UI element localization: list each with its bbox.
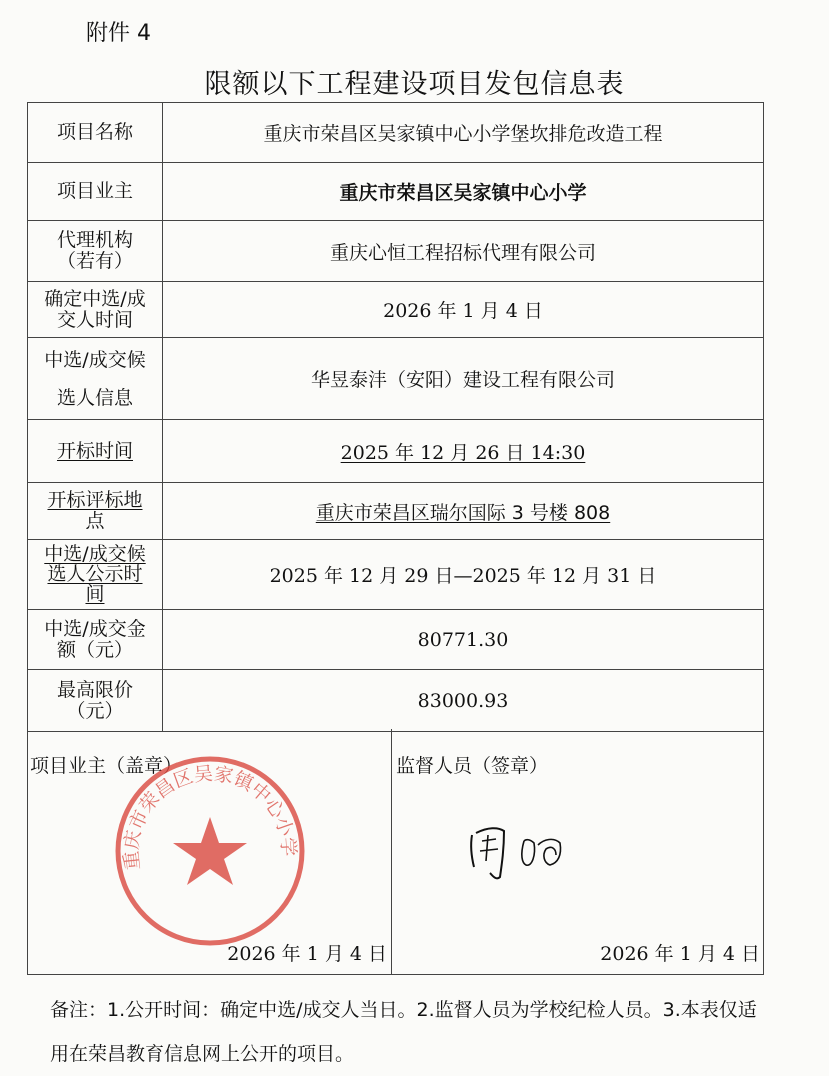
label-agency: 代理机构 （若有）	[28, 221, 163, 282]
value-project-name: 重庆市荣昌区吴家镇中心小学堡坎排危改造工程	[163, 103, 764, 163]
value-bid-location: 重庆市荣昌区瑞尔国际 3 号楼 808	[163, 483, 764, 540]
row-award-amount	[28, 610, 764, 670]
row-project-owner	[28, 163, 764, 221]
row-candidate	[28, 338, 764, 420]
form-title: 限额以下工程建设项目发包信息表	[204, 69, 625, 100]
supervisor-sign-label: 监督人员（签章）	[396, 755, 549, 777]
label-project-owner: 项目业主	[28, 163, 163, 221]
label-bid-location: 开标评标地 点	[28, 483, 163, 540]
label-candidate: 中选/成交候 选人信息	[28, 338, 163, 420]
row-publicity-time	[28, 540, 764, 610]
footnote: 备注：1.公开时间：确定中选/成交人当日。2.监督人员为学校纪检人员。3.本表仅适用在荣昌教育信息网上公开的项目。	[50, 999, 757, 1065]
owner-seal-label: 项目业主（盖章）	[30, 755, 183, 777]
row-agency	[28, 221, 764, 282]
signature-section	[27, 729, 764, 975]
value-candidate: 华昱泰沣（安阳）建设工程有限公司	[163, 338, 764, 420]
label-publicity-time: 中选/成交候 选人公示时 间	[28, 540, 163, 610]
label-award-time: 确定中选/成 交人时间	[28, 282, 163, 338]
supervisor-sign-date: 2026 年 1 月 4 日	[600, 943, 760, 965]
label-bid-open-time: 开标时间	[28, 420, 163, 483]
label-max-price: 最高限价 （元）	[28, 670, 163, 732]
row-award-time	[28, 282, 764, 338]
value-project-owner: 重庆市荣昌区吴家镇中心小学	[163, 163, 764, 221]
label-award-amount: 中选/成交金 额（元）	[28, 610, 163, 670]
label-project-name: 项目名称	[28, 103, 163, 163]
value-publicity-time: 2025 年 12 月 29 日—2025 年 12 月 31 日	[163, 540, 764, 610]
value-agency: 重庆心恒工程招标代理有限公司	[163, 221, 764, 282]
svg-text:重庆市荣昌区吴家镇中心小学: 重庆市荣昌区吴家镇中心小学	[120, 762, 300, 872]
attachment-label: 附件 4	[86, 21, 151, 46]
info-table	[27, 102, 764, 732]
supervisor-sign-cell	[392, 729, 764, 974]
owner-seal-date: 2026 年 1 月 4 日	[227, 943, 387, 965]
value-bid-open-time: 2025 年 12 月 26 日 14:30	[163, 420, 764, 483]
seal-star-icon	[173, 817, 247, 885]
value-max-price: 83000.93	[163, 670, 764, 732]
row-max-price	[28, 670, 764, 732]
value-award-time: 2026 年 1 月 4 日	[163, 282, 764, 338]
row-project-name	[28, 103, 764, 163]
row-bid-location	[28, 483, 764, 540]
value-award-amount: 80771.30	[163, 610, 764, 670]
row-bid-open-time	[28, 420, 764, 483]
official-seal-stamp	[110, 751, 310, 951]
owner-seal-cell	[28, 729, 392, 974]
handwritten-signature	[464, 815, 584, 885]
